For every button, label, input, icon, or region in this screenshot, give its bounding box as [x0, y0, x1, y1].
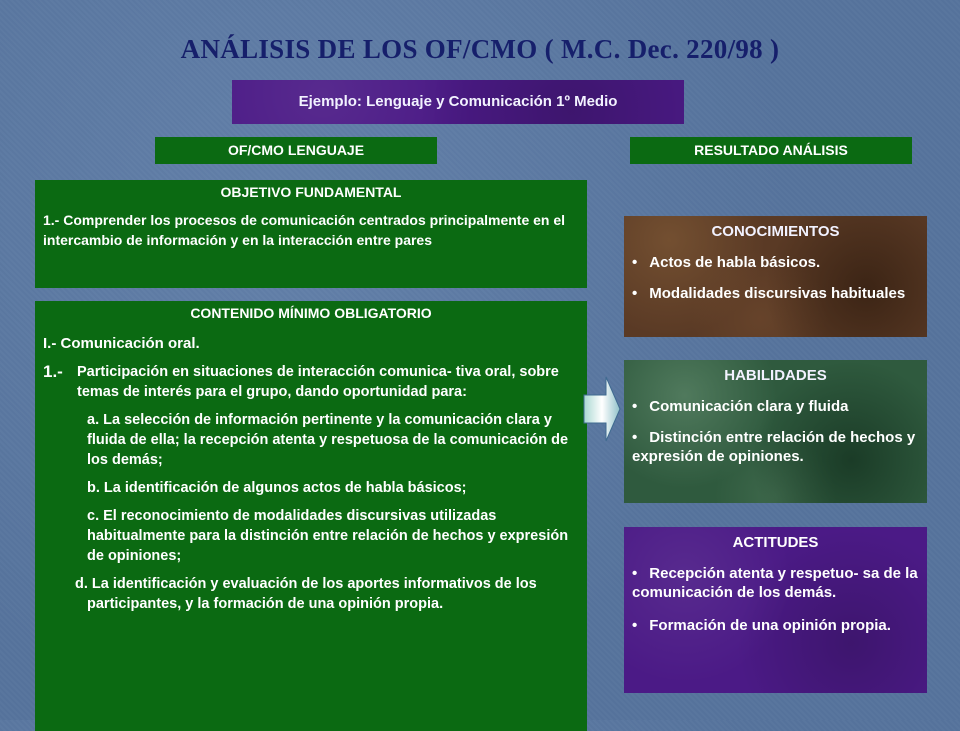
bullet: •	[632, 398, 638, 415]
bullet: •	[632, 254, 638, 271]
cmo-title: CONTENIDO MÍNIMO OBLIGATORIO	[190, 305, 432, 321]
actitudes-item: • Recepción atenta y respetuo- sa de la comunicación de los demás.	[632, 565, 918, 601]
cmo-item-1	[43, 362, 579, 402]
cmo-sub-b: b. La identificación de algunos actos de habla básicos;	[87, 480, 467, 496]
habilidades-box	[624, 360, 927, 503]
conocimientos-item: • Actos de habla básicos.	[632, 254, 821, 271]
arrow-right-icon	[582, 375, 622, 443]
cmo-item-number: 1.-	[43, 362, 63, 381]
conocimientos-title: CONOCIMIENTOS	[711, 223, 840, 240]
actitudes-box	[624, 527, 927, 693]
objective-text: 1.- Comprender los procesos de comunicación centrados principalmente en el intercambio de información y en la interacción entre pares	[43, 212, 566, 248]
habilidades-title: HABILIDADES	[724, 367, 827, 384]
page-title: ANÁLISIS DE LOS OF/CMO ( M.C. Dec. 220/98 )	[180, 34, 780, 64]
bullet: •	[632, 429, 638, 446]
actitudes-title: ACTITUDES	[732, 534, 819, 551]
cmo-box	[35, 301, 587, 731]
example-banner: Ejemplo: Lenguaje y Comunicación 1º Medio	[232, 80, 684, 124]
bullet: •	[632, 617, 638, 634]
objective-box	[35, 180, 587, 288]
conocimientos-item: • Modalidades discursivas habituales	[632, 285, 906, 302]
conocimientos-box	[624, 216, 927, 337]
header-of-cmo-lenguaje: OF/CMO LENGUAJE	[155, 137, 437, 164]
cmo-sub-a: a. La selección de información pertinente y la comunicación clara y fluida de ella; la recepción atenta y respetuosa de la comunicación de los demás;	[87, 412, 569, 468]
habilidades-item: • Distinción entre relación de hechos y expresión de opiniones.	[632, 429, 916, 465]
habilidades-item: • Comunicación clara y fluida	[632, 398, 849, 415]
objective-title: OBJETIVO FUNDAMENTAL	[220, 184, 402, 200]
bullet: •	[632, 565, 638, 582]
cmo-item-text: Participación en situaciones de interacción comunica- tiva oral, sobre temas de interés para el grupo, dando oportunidad para:	[77, 364, 559, 400]
actitudes-item: • Formación de una opinión propia.	[632, 617, 891, 634]
bullet: •	[632, 285, 638, 302]
cmo-sub-c: c. El reconocimiento de modalidades discursivas utilizadas habitualmente para la distinción entre relación de hechos y expresión de opiniones;	[87, 508, 569, 564]
cmo-sub-d: d. La identificación y evaluación de los aportes informativos de los participantes, y la formación de una opinión propia.	[75, 576, 537, 612]
cmo-section: I.- Comunicación oral.	[43, 335, 200, 352]
header-resultado-analisis: RESULTADO ANÁLISIS	[630, 137, 912, 164]
